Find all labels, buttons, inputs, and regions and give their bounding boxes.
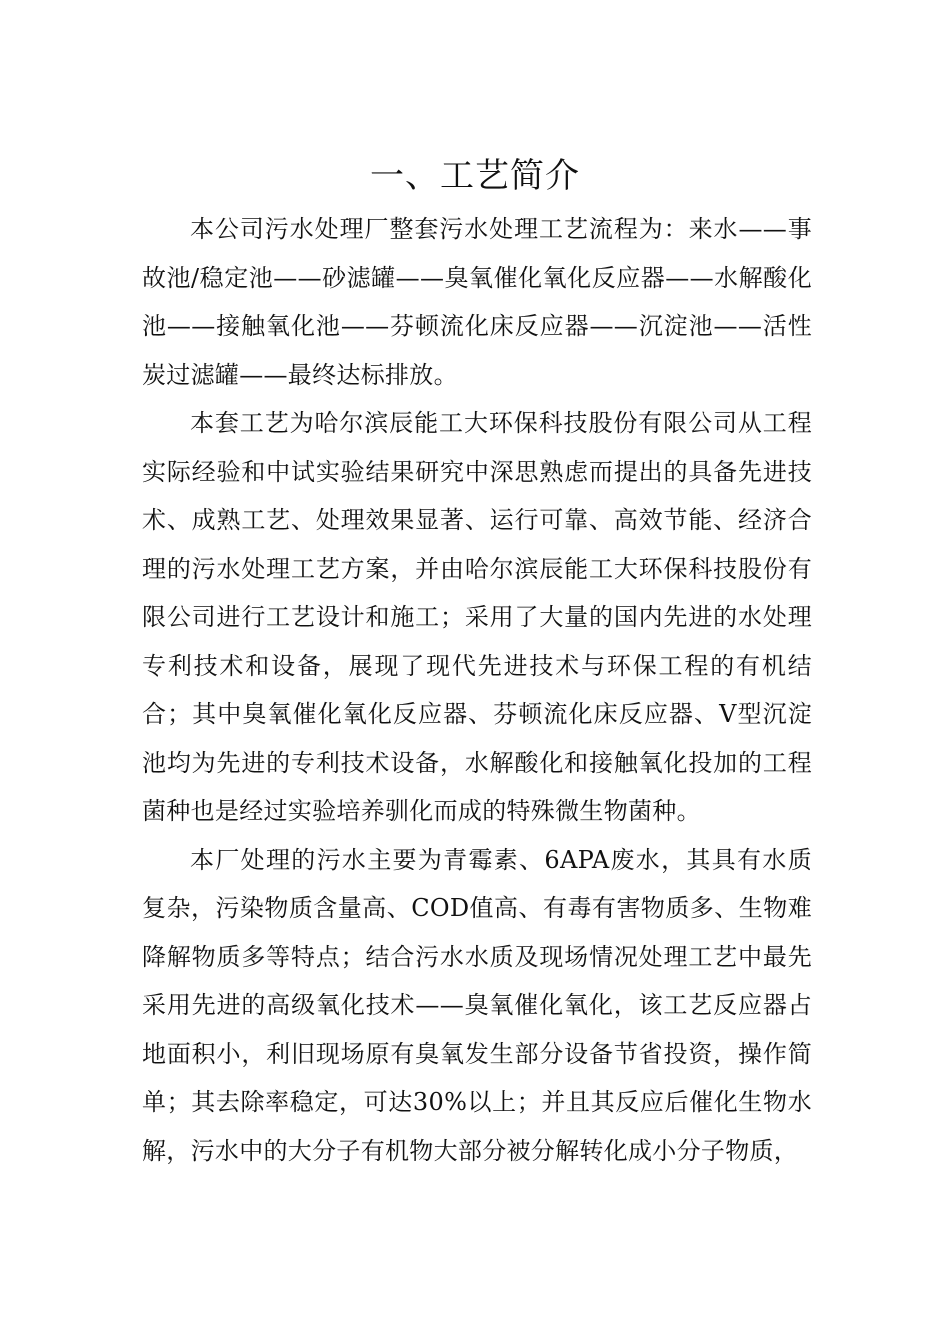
paragraph-process-flow: 本公司污水处理厂整套污水处理工艺流程为：来水——事故池/稳定池——砂滤罐——臭氧催化氧化反应器——水解酸化池——接触氧化池——芬顿流化床反应器——沉淀池——活性炭过滤罐——最终达标排放。 [142, 215, 812, 389]
section-title: 一、工艺简介 [370, 156, 580, 196]
body-text [142, 205, 812, 1175]
paragraph-process-origin: 本套工艺为哈尔滨辰能工大环保科技股份有限公司从工程实际经验和中试实验结果研究中深思熟虑而提出的具备先进技术、成熟工艺、处理效果显著、运行可靠、高效节能、经济合理的污水处理工艺方案，并由哈尔滨辰能工大环保科技股份有限公司进行工艺设计和施工；采用了大量的国内先进的水处理专利技术和设备，展现了现代先进技术与环保工程的有机结合；其中臭氧催化氧化反应器、芬顿流化床反应器、V型沉淀池均为先进的专利技术设备，水解酸化和接触氧化投加的工程菌种也是经过实验培养驯化而成的特殊微生物菌种。 [142, 409, 812, 825]
paragraph-wastewater-characteristics: 本厂处理的污水主要为青霉素、6APA废水，其具有水质复杂，污染物质含量高、COD值高、有毒有害物质多、生物难降解物质多等特点；结合污水水质及现场情况处理工艺中最先采用先进的高级氧化技术——臭氧催化氧化，该工艺反应器占地面积小，利旧现场原有臭氧发生部分设备节省投资，操作简单；其去除率稳定，可达30%以上；并且其反应后催化生物水解，污水中的大分子有机物大部分被分解转化成小分子物质， [142, 845, 812, 1165]
